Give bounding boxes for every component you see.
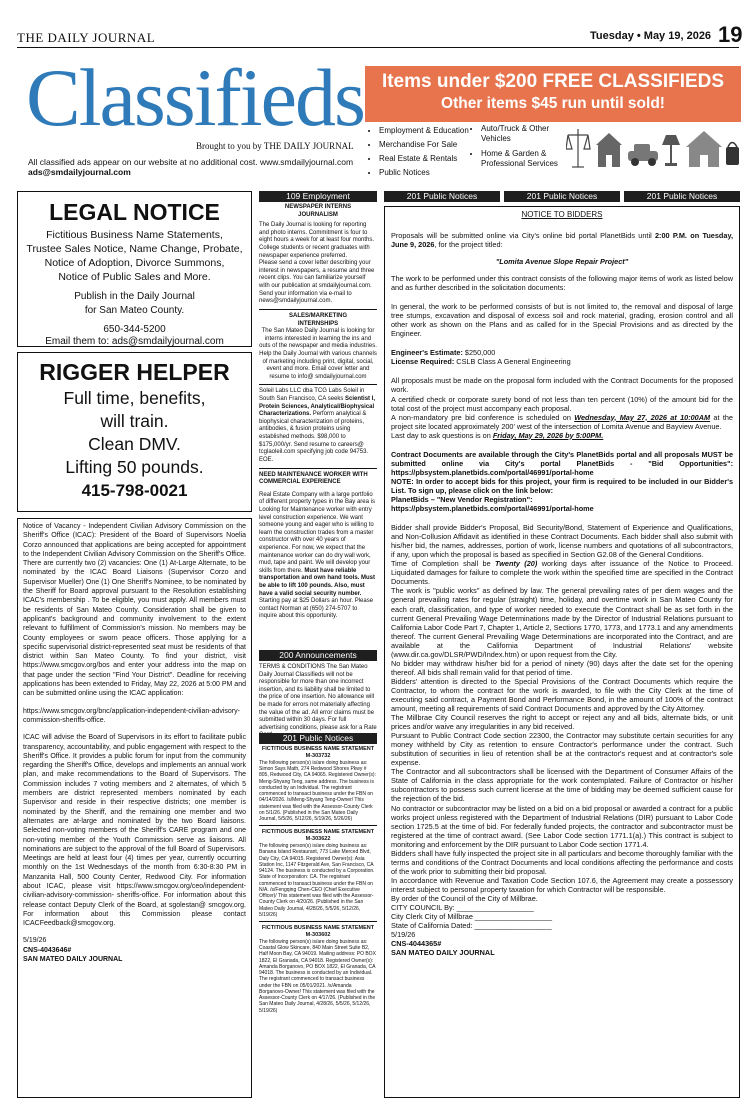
bidders-text: All proposals must be made on the proposal form included with the Contract Documents for the proposed work. bbox=[391, 376, 733, 395]
fbn-title: FICTITIOUS BUSINESS NAME STATEMENT M-303622 bbox=[261, 829, 375, 843]
civilian-paper: SAN MATEO DAILY JOURNAL bbox=[23, 956, 123, 964]
bidders-bold: PlanetBids – "New Vendor Registration": bbox=[391, 494, 533, 504]
legal-line: Fictitious Business Name Statements, bbox=[46, 229, 223, 241]
fbn-item bbox=[259, 746, 377, 822]
rigger-line: Clean DMV. bbox=[88, 434, 181, 454]
bidders-text-part: working days after issuance of the Notice to Proceed. Liquidated damages for failure to complete the work within the specified time are specified in the Contract Documents. bbox=[391, 559, 734, 587]
employment-text: The Daily Journal is looking for reporting and photo interns. Commitment is four to eight hours a week for at least four months. College students or recent graduates with newspaper experience preferred. bbox=[259, 222, 375, 259]
ads-email: ads@smdailyjournal.com bbox=[28, 167, 131, 177]
promo-line1: Items under $200 FREE CLASSIFIEDS bbox=[381, 71, 725, 92]
legal-publish: Publish in the Daily Journal bbox=[74, 291, 195, 302]
civilian-cns: CNS-4043646# bbox=[23, 946, 72, 954]
employment-text-part: Starting pay at $25 Dollars an hour. Please contact Norman at (650) 274-5707 to inquire about this opportunity. bbox=[259, 598, 374, 620]
fbn-column bbox=[259, 746, 377, 1014]
brought-by: Brought to you by THE DAILY JOURNAL bbox=[196, 141, 354, 151]
legal-notice-title: LEGAL NOTICE bbox=[49, 199, 220, 225]
legal-publish: for San Mateo County. bbox=[84, 305, 185, 316]
bidders-text-part: , for the project titled: bbox=[434, 239, 503, 249]
legal-notice-box bbox=[17, 191, 252, 347]
civilian-notice bbox=[17, 518, 252, 1098]
employment-text: Please send a cover letter describing your interest in newspapers, a resume and three recent clips. You can familiarize yourself with our publication at smdailyjournal.com. bbox=[259, 260, 375, 290]
bidders-value: CSLB Class A General Engineering bbox=[454, 357, 571, 367]
civilian-p1: Notice of Vacancy - Independent Civilian Advisory Commission on the Sheriff's Office (ICAC): President of the Board of Supervisors Noelia Corzo announced that applications are being accepted for appointment to the Independent Civilian Advisory Commission on the Sheriff's Office. There are currently two (2) vacancies: One (1) At-Large Alternate, to be nominated by the ICAC Board Liaisons (Supervisor Corzo and Supervisor Mueller) One (1) One Sheriff's Nominee, to be nominated by the Sheriff for Board approval pursuant to the Resolution establishing ICAC's membership . To be eligible, you must apply. All members must be residents of San Mateo County. Consideration shall be given to applicant's background and community involvement to the extent relevant to fulfillment of Commission's mission. No members may be County employees or sworn peace officers. Those applying for a specific supervisorial district-represented seat must be residents of that district within San Mateo County. To find your district, visit https://www.smcgov.org/bos and enter your address into the map on that page under the section "Find Your District". Deadline for receiving applications has been extended to Friday, May 22, 2026 at 5:00 PM and can be submitted online using the ICAC application: bbox=[23, 523, 246, 698]
employment-text-part: Perform analytical & biophysical characterization of proteins, antibodies, & fusion proteins using established methods. $98,000 to $175,000/yr. Send resume to careers@ tcglaoleil.com specifying job code 94753. EOE. bbox=[259, 411, 369, 463]
bidders-last-day bbox=[391, 431, 733, 440]
employment-text bbox=[259, 388, 377, 464]
public-notices-band-1: 201 Public Notices bbox=[384, 191, 500, 202]
bidders-signature: City Clerk City of Millbrae ___________________ bbox=[391, 912, 553, 922]
promo-line2: Other items $45 run until sold! bbox=[441, 95, 665, 112]
bidders-prebid-date: Wednesday, May 27, 2026 at 10:00AM bbox=[574, 412, 711, 422]
public-notices-band-3: 201 Public Notices bbox=[624, 191, 740, 202]
house-icon bbox=[686, 131, 722, 167]
employment-column bbox=[259, 204, 377, 621]
promo-list-1 bbox=[370, 124, 469, 180]
civilian-link: https://www.smcgov.org/bnc/application-independent-civilian-advisory-commission-sheriffs-office. bbox=[23, 707, 240, 724]
bidders-deadline: 2:00 P.M. on Tuesday, June 9, 2026 bbox=[391, 230, 733, 249]
bidders-signature: State of California Dated: ___________________ bbox=[391, 921, 552, 931]
bidders-project: "Lomita Avenue Slope Repair Project" bbox=[495, 257, 629, 266]
bidders-days: Twenty (20) bbox=[495, 559, 538, 569]
rigger-title: RIGGER HELPER bbox=[39, 359, 230, 385]
header-rule bbox=[17, 47, 739, 48]
rigger-helper-box bbox=[17, 352, 252, 512]
fbn-title: FICTITIOUS BUSINESS NAME STATEMENT M-303602 bbox=[261, 925, 375, 938]
promo-item: • Public Notices bbox=[379, 166, 469, 180]
promo-list-2 bbox=[472, 124, 571, 169]
fbn-item bbox=[259, 925, 377, 1014]
issue-date: Tuesday • May 19, 2026 bbox=[590, 30, 712, 42]
fbn-text: The following person(s) is/are doing business as: Banana Island Restaurant, 773 Lake Merced Blvd, Daly City, CA 94015. Registered Owner(s): Asia Station Inc, 1147 Fitzgerald Ave, San Francisco, CA 94124. The business is conducted by a Corporation. State of Incorporation: CA. The registrant commenced to transact business under the FBN on N/A. /s/Fengqing Chen-CEO (Chief Executive Officer)/ This statement was filed with the Assessor-County Clerk on 4/20/26. (Published in the San Mateo Daily Journal, 4/28/26, 5/5/26, 5/12/26, 5/19/26) bbox=[259, 843, 375, 918]
bidders-value: $250,000 bbox=[462, 348, 496, 358]
bidders-general: In general, the work to be performed consists of but is not limited to, the removal and disposal of large tree stumps, excavation and disposal of excess soil and rock material, grading, erosion control and all other work as shown on the Plans and as called for in the Special Provisions and as directed by the Engineer. bbox=[391, 302, 733, 339]
employment-text-bold: Scientist I, Protein Sciences, Analytical/Biophysical Characterizations. bbox=[259, 396, 376, 418]
rigger-line: will train. bbox=[100, 411, 169, 431]
legal-line: Notice of Adoption, Divorce Summons, bbox=[44, 257, 225, 269]
bidders-last-date: Friday, May 29, 2026 by 5:00PM. bbox=[492, 430, 604, 440]
promo-item: • Home & Garden & Professional Services bbox=[481, 149, 571, 169]
bidders-heading: NOTICE TO BIDDERS bbox=[521, 210, 603, 219]
bidders-text: Pursuant to Public Contract Code section 22300, the Contractor may substitute certain securities for any money withheld by City as retention to ensure Contractor's performance under the contract. Such substitution of securities in lieu of retention shall be at the contractor's request and at contractor's sole expense. bbox=[391, 731, 733, 768]
fbn-text: The following person(s) is/are doing business as: Coastal Glow Skincare, 840 Main Street Suite B2, Half Moon Bay, CA 94019. Mailing address: PO BOX 1822, El Granada, CA 94018. Registered Owner(s): Amanda Borganovo, PO BOX 1822, El Granada, CA 94018. The business is conducted by an Individual. The registrant commenced to transact business under the FBN on 05/01/2021. /s/Amanda Borganovo-Owner/ This statement was filed with the Assessor-County Clerk on 4/17/26. (Published in the San Mateo Daily Journal, 4/28/26, 5/5/26, 5/12/26, 5/19/26) bbox=[259, 938, 376, 1014]
bidders-estimate bbox=[391, 348, 733, 357]
bidders-work: The work to be performed under this contract consists of the following major items of work as listed below and as further described in the solicitation documents: bbox=[391, 274, 733, 293]
bidders-prebid bbox=[391, 413, 733, 431]
bidders-text-part: Proposals will be submitted online via City's online bid portal PlanetBids until bbox=[391, 230, 655, 240]
bidders-bold: https://pbsystem.planetbids.com/portal/46991/portal-home bbox=[391, 504, 594, 514]
scale-icon bbox=[566, 129, 590, 167]
employment-text bbox=[259, 492, 377, 621]
rigger-line: Lifting 50 pounds. bbox=[65, 457, 204, 477]
bidders-text: No contractor or subcontractor may be listed on a bid on a bid proposal or awarded a contract for a public works project unless registered with the Department of Industrial Relations (DIR) pursuant to Labor Code section 1725.5 at the time of bid. For federally funded projects, the contractor and subcontractor must be registered at the time of contract award. (See Labor Code section 1771.1(a).) This contract is subject to monitoring and enforcement by the DIR pursuant to Labor Code section 1771.4. bbox=[391, 803, 733, 849]
bidders-date: 5/19/26 bbox=[391, 930, 416, 940]
bidders-text: The Contractor and all subcontractors shall be licensed with the Department of Consumer Affairs of the State of California in the class appropriate for the work contemplated. Failure of Contractor or his/her subcontractors to possess such current license at the time of bidding may be deemed sufficient cause for the rejection of the bid. bbox=[391, 767, 733, 804]
fbn-title: FICTITIOUS BUSINESS NAME STATEMENT M-303732 bbox=[261, 746, 375, 759]
bidders-text: In accordance with Revenue and Taxation Code Section 107.6, the Agreement may create a possessory interest subject to personal property taxation for which Contractor will be responsible. bbox=[391, 875, 733, 894]
bidders-text: A certified check or corporate surety bond of not less than ten percent (10%) of the amount bid for the total cost of the project must accompany each proposal. bbox=[391, 394, 733, 413]
bidders-intro bbox=[391, 231, 733, 249]
car-icon bbox=[628, 144, 658, 166]
bidders-text-part: at the project site located approximately 200' west of the intersection of Lomita Avenue and Bayview Avenue. bbox=[391, 412, 733, 431]
fbn-item bbox=[259, 829, 377, 918]
employment-text-part: Soleil Labs LLC dba TCG Labs Soleil in South San Francisco, CA seeks bbox=[259, 388, 365, 403]
section-title: Classifieds bbox=[26, 52, 364, 143]
employment-heading: NEWSPAPER INTERNS JOURNALISM bbox=[284, 204, 352, 218]
legal-email: Email them to: ads@smdailyjournal.com bbox=[45, 336, 224, 347]
bidders-text-part: Time of Completion shall be bbox=[391, 559, 496, 569]
bidders-text: The work is "public works" as defined by law. The general prevailing rates of per diem wages and the general prevailing rates for regular (straight) time, holiday, and overtime work in San Mateo County for each craft, classification, and type of worker needed to execute the Contract shall be as set forth in the current General Prevailing Wage Determinations made by the Director of Industrial Relations pursuant to California Labor Code Part 7, Chapter 1, Article 2, Sections 1770, 1773, and 1773.1 and any amendments thereof. The current General Prevailing Wage Determinations are incorporated into the Contract, and are available at the California Department of Industrial Relations' website (www.dir.ca.gov/DLSR/PWD/Index.htm) or upon request from the City. bbox=[391, 586, 733, 659]
promo-item: • Auto/Truck & Other Vehicles bbox=[481, 124, 571, 144]
bidders-signature: CITY COUNCIL By: ___________________ bbox=[391, 903, 534, 913]
notice-to-bidders bbox=[384, 206, 740, 1098]
promo-item: • Real Estate & Rentals bbox=[379, 152, 469, 166]
legal-line: Trustee Sales Notice, Name Change, Probate, bbox=[26, 243, 243, 255]
online-note: All classified ads appear on our website at no additional cost. www.smdailyjournal.com bbox=[28, 157, 354, 167]
bidders-label: License Required: bbox=[391, 357, 455, 367]
bag-icon bbox=[726, 143, 739, 166]
civilian-date: 5/19/26 bbox=[23, 937, 47, 945]
bidders-bold: NOTE: In order to accept bids for this project, your firm is required to be included in our Bidder's List. To sign up, please click on the link below: bbox=[391, 476, 733, 495]
bidders-cns: CNS-4044365# bbox=[391, 939, 442, 949]
promo-banner bbox=[365, 66, 741, 122]
school-icon bbox=[596, 133, 622, 167]
employment-text-bold: Must have reliable transportation and own hand tools. Must be able to lift 100 pounds. Also, must have a valid social security number. bbox=[259, 567, 375, 597]
employment-text-part: Real Estate Company with a large portfolio of different property types in the Bay area is Looking for Maintenance worker with entry level construction experience. We want someone young and eager who is willing to learn the construction trades from a master constructor with over 40 years of experience. For now, we expect that the maintenance worker can do dry wall work, mud, tape and paint. We will develop your skills from there. bbox=[259, 491, 375, 574]
employment-heading: NEED MAINTENANCE WORKER WITH COMMERCIAL EXPERIENCE bbox=[259, 471, 368, 486]
bidders-text: By order of the Council of the City of Millbrae. bbox=[391, 894, 538, 903]
paper-name: THE DAILY JOURNAL bbox=[17, 30, 156, 45]
bidders-label: Engineer's Estimate: bbox=[391, 348, 463, 358]
rigger-phone: 415-798-0021 bbox=[81, 481, 188, 500]
page-number: 19 bbox=[718, 22, 743, 47]
category-icons bbox=[566, 123, 741, 175]
promo-item: • Merchandise For Sale bbox=[379, 138, 469, 152]
fbn-band: 201 Public Notices bbox=[259, 733, 377, 744]
bidders-license bbox=[391, 357, 733, 366]
civilian-p3: ICAC will advise the Board of Supervisors in its effort to facilitate public transparency, accountability, and public engagement with respect to the Sheriff's Office. It provides a public forum for input from the community regarding the Sheriff's Office, develops and implements an annual work plan, and make recommendations to the Board of Supervisors. The Commission includes 7 voting members and 2 alternates, of which 5 members are district represented members nominated by each Supervisor and reside in their respective districts; one member is nominated by the Sheriff, and the remaining one member and two alternates are at-large and nominated by the two Board liaisons. Selected non-voting members of the Sheriff's CARE program and one non-voting member of the Youth Commission serve as liaisons. All nominations are subject to the approval of the full Board of Supervisors. Meetings are held at least four (4) times per year, currently occurring monthly on the 1st Wednesdays of the month from 6:30-8:30 PM in Manzanita Hall, 500 County Center, Redwood City. For information about ICAC, please visit https://www.smcgov.org/ceo/independent-civilian-advisory-commission- sheriffs-office. For information about this release contact Deputy Clerk of the Board, at sgolestan@ smcgov.org. For information about this Commission please contact ICACFeedback@smcgov.org. bbox=[23, 734, 246, 928]
employment-text: Send your information via e-mail to news@smdailyjournal.com. bbox=[259, 290, 352, 305]
promo-item: • Employment & Education bbox=[379, 124, 469, 138]
employment-text: The San Mateo Daily Journal is looking for interns interested in learning the ins and outs of the newspaper and media industries. Help the Daily Journal with various channels of marketing including print, digital, social, event and more. Email cover letter and resume to info@ smdailyjournal.com bbox=[259, 328, 377, 380]
employment-band: 109 Employment bbox=[259, 191, 377, 202]
bidders-completion bbox=[391, 559, 733, 586]
bidders-text: Bidders shall have fully inspected the project site in all particulars and become thoroughly familiar with the terms and conditions of the Contract Documents and local conditions affecting the performance and costs of the work prior to submitting their bid proposal. bbox=[391, 848, 733, 876]
bidders-text: No bidder may withdraw his/her bid for a period of ninety (90) days after the date set for the opening thereof. All bids shall remain valid for that period of time. bbox=[391, 658, 733, 677]
bidders-bold: Contract Documents are available through the City's PlanetBids portal and all proposals MUST be submitted online via City's portal PlanetBids - "Bid Opportunities": https://pbsystem.planetbids.com/portal/46991/portal-home bbox=[391, 449, 733, 477]
public-notices-band-2: 201 Public Notices bbox=[504, 191, 620, 202]
fbn-text: The following person(s) is/are doing business as: Simon Says Math, 274 Redwood Shores Pkwy # 805, Redwood City, CA 94065. Registered Owner(s): Meng-Shyang Teng, same address. The business is conducted by an Individual. The registrant commenced to transact business under the FBN on 04/14/2026. /s/Meng-Shyang Teng-Owner/ This statement was filed with the Assessor-County Clerk on 5/1/26. (Published in the San Mateo Daily Journal, 5/5/26, 5/12/26, 5/19/26, 5/26/26) bbox=[259, 759, 376, 822]
bidders-text: Bidders' attention is directed to the Special Provisions of the Contract Documents which require the Contractor, to whom the contract for the work is awarded, to file with the City Clerk at the time of executing said contract, a Payment Bond and Performance Bond, in the amount of 100% of the contract amount, meeting all requirements of said Contract Documents and approved by the City Attorney. bbox=[391, 676, 733, 714]
legal-phone: 650-344-5200 bbox=[103, 324, 166, 335]
lamp-icon bbox=[662, 135, 680, 166]
announcements-text: TERMS & CONDITIONS The San Mateo Daily Journal Classifieds will not be responsible for more than one incorrect insertion, and its liability shall be limited to the price of one insertion. No allowance will be made for errors not materially affecting the value of the ad. All error claims must be submitted within 30 days. For full advertising conditions, please ask for a Rate bbox=[259, 664, 377, 731]
bidders-paper: SAN MATEO DAILY JOURNAL bbox=[391, 948, 495, 958]
rigger-line: Full time, benefits, bbox=[63, 388, 206, 408]
employment-heading: SALES/MARKETING INTERNSHIPS bbox=[288, 312, 347, 327]
announcements-band: 200 Announcements bbox=[259, 650, 377, 661]
bidders-text: The Millbrae City Council reserves the right to accept or reject any and all bids, alternate bids, or unit prices and/or waive any irregularities in any bid received. bbox=[391, 713, 733, 732]
bidders-text-part: A non-mandatory pre bid conference is scheduled on bbox=[391, 412, 575, 422]
legal-line: Notice of Public Sales and More. bbox=[58, 271, 211, 283]
bidders-text: Bidder shall provide Bidder's Proposal, Bid Security/Bond, Statement of Experience and Qualifications, and Non-Collusion Affidavit as identified in these Contract Documents. Each bidder shall also submit with his/her bid, the names, addresses, portion of work, license numbers and quotations of all subcontractors, if any, upon which the proposal is based as specified in Section G2.08 of the General Conditions. bbox=[391, 523, 733, 560]
bidders-text-part: Last day to ask questions is on bbox=[391, 430, 493, 440]
